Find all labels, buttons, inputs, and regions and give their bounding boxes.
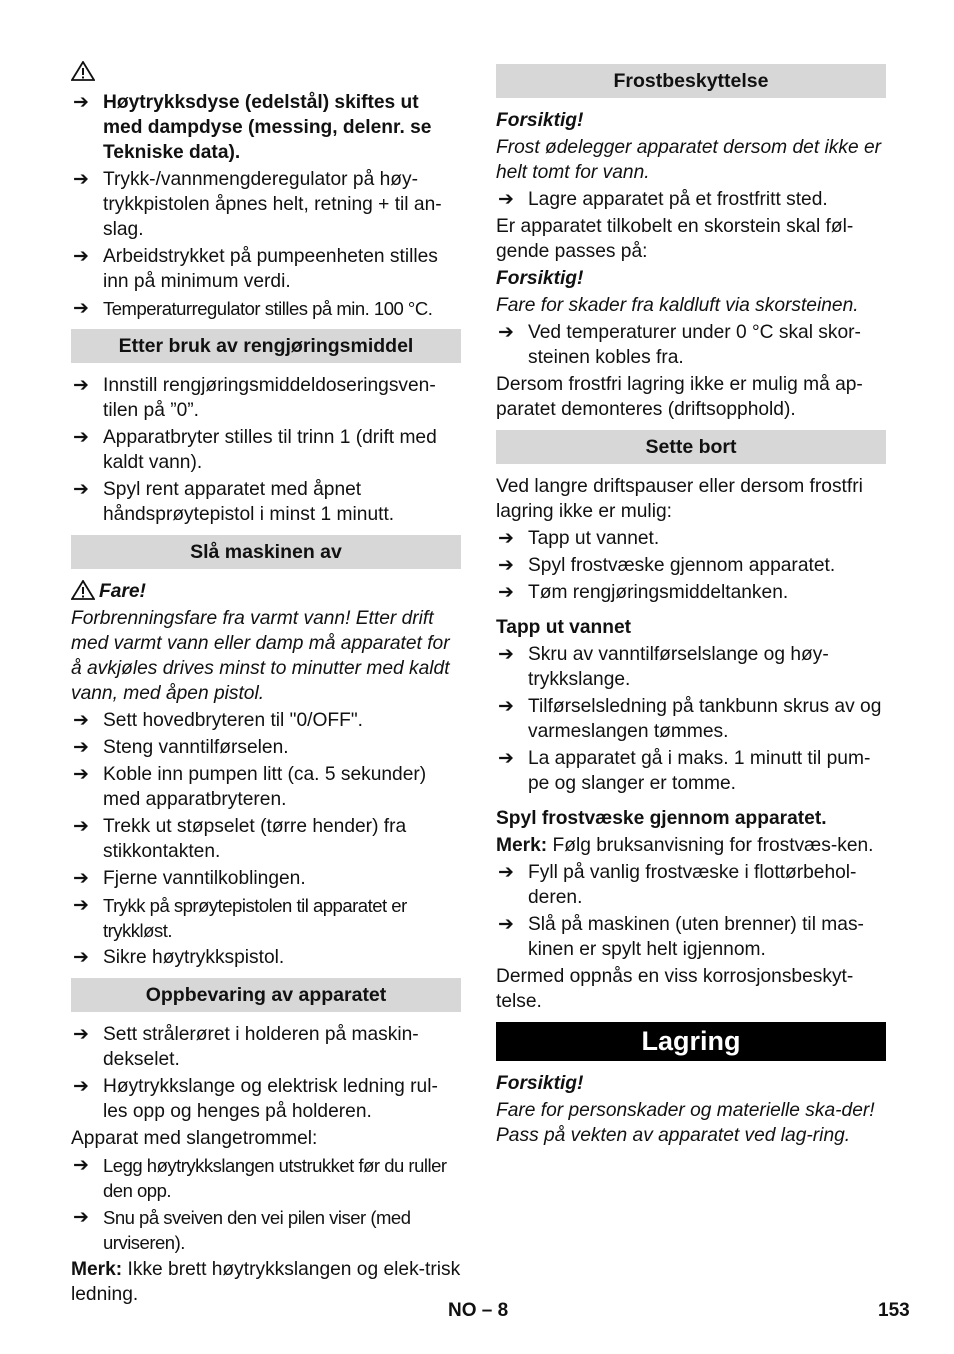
list-item: ➔ Trykk på sprøytepistolen til apparatet er trykkløst. xyxy=(73,895,407,941)
arrow-icon: ➔ xyxy=(498,862,514,883)
caution-text: Fare for skader fra kaldluft via skorsteinen. xyxy=(496,295,859,316)
list-item: ➔ Sikre høytrykkspistol. xyxy=(73,947,285,968)
subheading: Spyl frostvæske gjennom apparatet. xyxy=(496,808,827,829)
arrow-icon: ➔ xyxy=(498,555,514,576)
left-column xyxy=(71,60,461,1309)
section-heading: Sette bort xyxy=(496,430,886,464)
list-item: ➔ Trekk ut støpselet (tørre hender) fra stikkontakten. xyxy=(73,816,407,862)
caution-label: Forsiktig! xyxy=(496,1073,584,1094)
arrow-icon: ➔ xyxy=(73,92,89,113)
list-item: ➔ Innstill rengjøringsmiddeldoseringsven-tilen på ”0”. xyxy=(73,375,436,421)
arrow-icon: ➔ xyxy=(498,322,514,343)
list-item: ➔ Legg høytrykkslangen utstrukket før du ruller den opp. xyxy=(73,1155,447,1201)
subheading: Tapp ut vannet xyxy=(496,617,632,638)
note: Merk: Følg bruksanvisning for frostvæs-ken. xyxy=(496,835,874,856)
right-column xyxy=(496,60,886,1150)
arrow-icon: ➔ xyxy=(498,189,514,210)
danger-text: Forbrenningsfare fra varmt vann! Etter drift med varmt vann eller damp må apparatet for å avkjøles drives minst to minutter med kaldt vann, med åpen pistol. xyxy=(71,608,450,704)
list-item: ➔ Ved temperaturer under 0 °C skal skor-steinen kobles fra. xyxy=(498,322,861,368)
chapter-heading: Lagring xyxy=(496,1022,886,1061)
warning-icon xyxy=(71,60,461,84)
arrow-icon: ➔ xyxy=(73,246,89,267)
arrow-icon: ➔ xyxy=(73,169,89,190)
list-item: ➔ Koble inn pumpen litt (ca. 5 sekunder) med apparatbryteren. xyxy=(73,764,427,810)
arrow-icon: ➔ xyxy=(73,298,89,319)
list-item: ➔ Høytrykksdyse (edelstål) skiftes ut med dampdyse (messing, delenr. se Tekniske data). xyxy=(73,92,432,163)
arrow-icon: ➔ xyxy=(498,914,514,935)
list-item: ➔ Slå på maskinen (uten brenner) til mas-kinen er spylt helt igjennom. xyxy=(498,914,864,960)
arrow-icon: ➔ xyxy=(73,375,89,396)
paragraph: Ved langre driftspauser eller dersom frostfri lagring ikke er mulig: xyxy=(496,476,863,522)
paragraph: Dermed oppnås en viss korrosjonsbeskyt-telse. xyxy=(496,966,854,1012)
danger-label: Fare! xyxy=(71,579,461,604)
arrow-icon: ➔ xyxy=(73,816,89,837)
arrow-icon: ➔ xyxy=(73,710,89,731)
caution-label: Forsiktig! xyxy=(496,268,584,289)
arrow-icon: ➔ xyxy=(73,1155,89,1176)
list-item: ➔ Steng vanntilførselen. xyxy=(73,737,289,758)
arrow-icon: ➔ xyxy=(73,895,89,916)
list-item: ➔ Skru av vanntilførselslange og høy-trykkslange. xyxy=(498,644,829,690)
paragraph: Dersom frostfri lagring ikke er mulig må ap-paratet demonteres (driftsopphold). xyxy=(496,374,863,420)
section-heading: Etter bruk av rengjøringsmiddel xyxy=(71,329,461,363)
section-heading: Frostbeskyttelse xyxy=(496,64,886,98)
arrow-icon: ➔ xyxy=(498,748,514,769)
arrow-icon: ➔ xyxy=(73,1207,89,1228)
list-item: ➔ Sett hovedbryteren til "0/OFF". xyxy=(73,710,363,731)
arrow-icon: ➔ xyxy=(73,479,89,500)
arrow-icon: ➔ xyxy=(498,644,514,665)
note: Merk: Ikke brett høytrykkslangen og elek-trisk ledning. xyxy=(71,1259,461,1305)
list-item: ➔ Tapp ut vannet. xyxy=(498,528,660,549)
list-item: ➔ Temperaturregulator stilles på min. 100 °C. xyxy=(73,298,433,319)
list-item: ➔ Fyll på vanlig frostvæske i flottørbehol-deren. xyxy=(498,862,857,908)
list-item: ➔ Tøm rengjøringsmiddeltanken. xyxy=(498,582,789,603)
arrow-icon: ➔ xyxy=(73,764,89,785)
drum-text: Apparat med slangetrommel: xyxy=(71,1128,318,1149)
arrow-icon: ➔ xyxy=(73,1076,89,1097)
list-item: ➔ Spyl rent apparatet med åpnet håndsprøytepistol i minst 1 minutt. xyxy=(73,479,395,525)
arrow-icon: ➔ xyxy=(73,947,89,968)
arrow-icon: ➔ xyxy=(498,528,514,549)
section-heading: Oppbevaring av apparatet xyxy=(71,978,461,1012)
arrow-icon: ➔ xyxy=(73,1024,89,1045)
paragraph: Er apparatet tilkobelt en skorstein skal føl-gende passes på: xyxy=(496,216,854,262)
caution-text: Frost ødelegger apparatet dersom det ikke er helt tomt for vann. xyxy=(496,137,882,183)
caution-text: Fare for personskader og materielle ska-der! Pass på vekten av apparatet ved lag-ring. xyxy=(496,1100,875,1146)
warning-icon xyxy=(71,580,95,600)
list-item: ➔ Snu på sveiven den vei pilen viser (med urviseren). xyxy=(73,1207,411,1253)
list-item: ➔ Tilførselsledning på tankbunn skrus av og varmeslangen tømmes. xyxy=(498,696,882,742)
list-item: ➔ Sett strålerøret i holderen på maskin-dekselet. xyxy=(73,1024,419,1070)
footer-language-code: NO – 8 xyxy=(448,1300,509,1321)
caution-label: Forsiktig! xyxy=(496,110,584,131)
list-item: ➔ La apparatet gå i maks. 1 minutt til pum-pe og slanger er tomme. xyxy=(498,748,871,794)
arrow-icon: ➔ xyxy=(498,582,514,603)
arrow-icon: ➔ xyxy=(73,737,89,758)
section-heading: Slå maskinen av xyxy=(71,535,461,569)
arrow-icon: ➔ xyxy=(73,868,89,889)
footer-page-number: 153 xyxy=(878,1300,910,1321)
list-item: ➔ Arbeidstrykket på pumpeenheten stilles inn på minimum verdi. xyxy=(73,246,438,292)
list-item: ➔ Apparatbryter stilles til trinn 1 (drift med kaldt vann). xyxy=(73,427,437,473)
list-item: ➔ Trykk-/vannmengderegulator på høy-trykkpistolen åpnes helt, retning + til an-slag. xyxy=(73,169,442,240)
arrow-icon: ➔ xyxy=(73,427,89,448)
arrow-icon: ➔ xyxy=(498,696,514,717)
list-item: ➔ Fjerne vanntilkoblingen. xyxy=(73,868,306,889)
list-item: ➔ Spyl frostvæske gjennom apparatet. xyxy=(498,555,836,576)
list-item: ➔ Høytrykkslange og elektrisk ledning rul-les opp og henges på holderen. xyxy=(73,1076,438,1122)
list-item: ➔ Lagre apparatet på et frostfritt sted. xyxy=(498,189,828,210)
